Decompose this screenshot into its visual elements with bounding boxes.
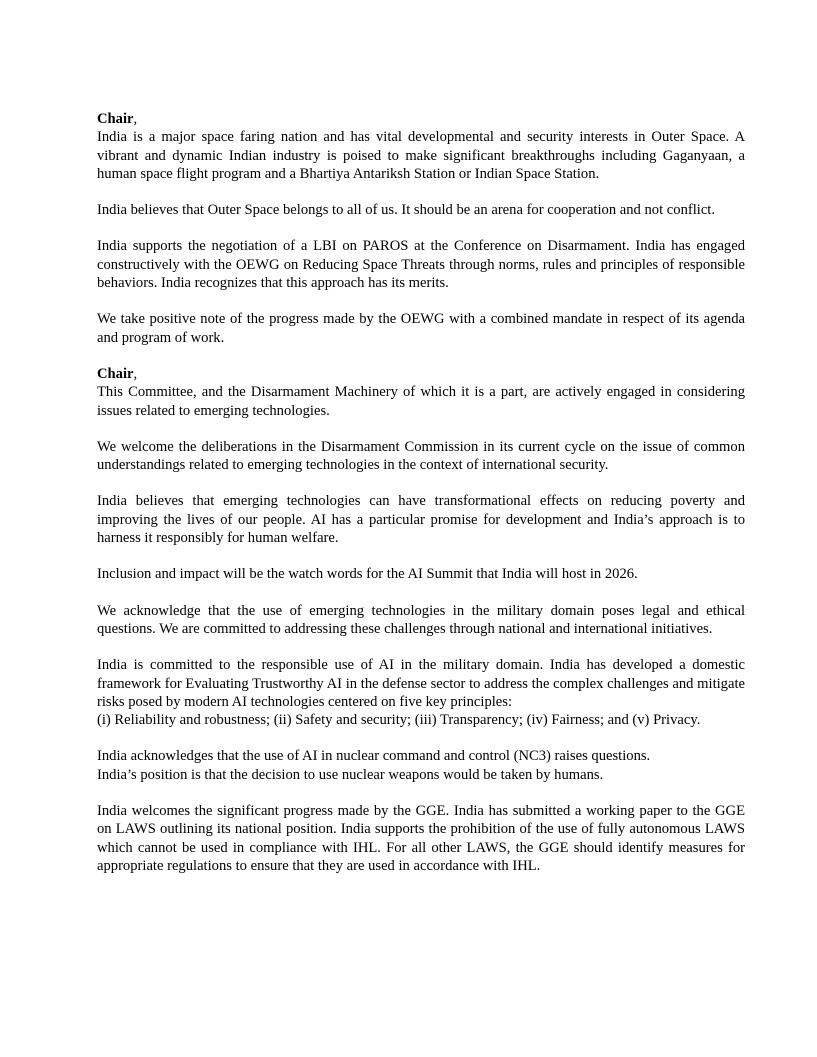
salutation-name: Chair <box>97 365 134 382</box>
responsible-ai-intro: India is committed to the responsible use of AI in the military domain. India has developed a domestic framework for Evaluating Trustworthy AI in the defense sector to address the complex challenges and mitigate risks posed by modern AI technologies centered on five key principles: <box>97 657 745 710</box>
salutation <box>97 110 745 128</box>
paragraph-committee: This Committee, and the Disarmament Machinery of which it is a part, are actively engaged in considering issues related to emerging technologies. <box>97 384 745 419</box>
salutation <box>97 365 745 383</box>
paragraph-disarmament-commission: We welcome the deliberations in the Disarmament Commission in its current cycle on the issue of common understandings related to emerging technologies in the context of international security. <box>97 438 745 474</box>
paragraph-gge-laws: India welcomes the significant progress made by the GGE. India has submitted a working paper to the GGE on LAWS outlining its national position. India supports the prohibition of the use of fully autonomous LAWS which cannot be used in compliance with IHL. For all other LAWS, the GGE should identify measures for appropriate regulations to ensure that they are used in accordance with IHL. <box>97 803 745 874</box>
paragraph-emerging-tech-effects: India believes that emerging technologies can have transformational effects on reducing poverty and improving the lives of our people. AI has a particular promise for development and India’s approach is to harness it responsibly for human welfare. <box>97 493 745 547</box>
paragraph-responsible-ai <box>97 656 745 729</box>
paragraph-oewg-progress: We take positive note of the progress made by the OEWG with a combined mandate in respect of its agenda and program of work. <box>97 311 745 346</box>
paragraph-military-domain: We acknowledge that the use of emerging technologies in the military domain poses legal and ethical questions. We are committed to addressing these challenges through national and international initiatives. <box>97 602 745 637</box>
salutation-punctuation: , <box>133 111 138 127</box>
paragraph-ai-summit: Inclusion and impact will be the watch words for the AI Summit that India will host in 2026. <box>97 566 638 583</box>
section-1 <box>97 110 745 183</box>
paragraph-space-interests: India is a major space faring nation and has vital developmental and security interests in Outer Space. A vibrant and dynamic Indian industry is poised to make significant breakthroughs including Gaganyaan, a human space flight program and a Bhartiya Antariksh Station or Indian Space Station. <box>97 129 745 182</box>
paragraph-nc3 <box>97 747 745 784</box>
salutation-name: Chair <box>97 111 134 127</box>
paragraph-paros: India supports the negotiation of a LBI on PAROS at the Conference on Disarmament. India has engaged constructively with the OEWG on Reducing Space Threats through norms, rules and principles of responsible behaviors. India recognizes that this approach has its merits. <box>97 238 745 292</box>
section-2 <box>97 365 745 420</box>
paragraph-outer-space-belongs: India believes that Outer Space belongs to all of us. It should be an arena for cooperation and not conflict. <box>97 202 716 219</box>
statement-page <box>97 110 745 875</box>
nc3-line-1: India acknowledges that the use of AI in nuclear command and control (NC3) raises questions. <box>97 748 651 765</box>
salutation-punctuation: , <box>133 365 138 382</box>
principles-list: (i) Reliability and robustness; (ii) Safety and security; (iii) Transparency; (iv) Fairness; and (v) Privacy. <box>97 712 701 729</box>
nc3-line-2: India’s position is that the decision to use nuclear weapons would be taken by humans. <box>97 766 604 783</box>
